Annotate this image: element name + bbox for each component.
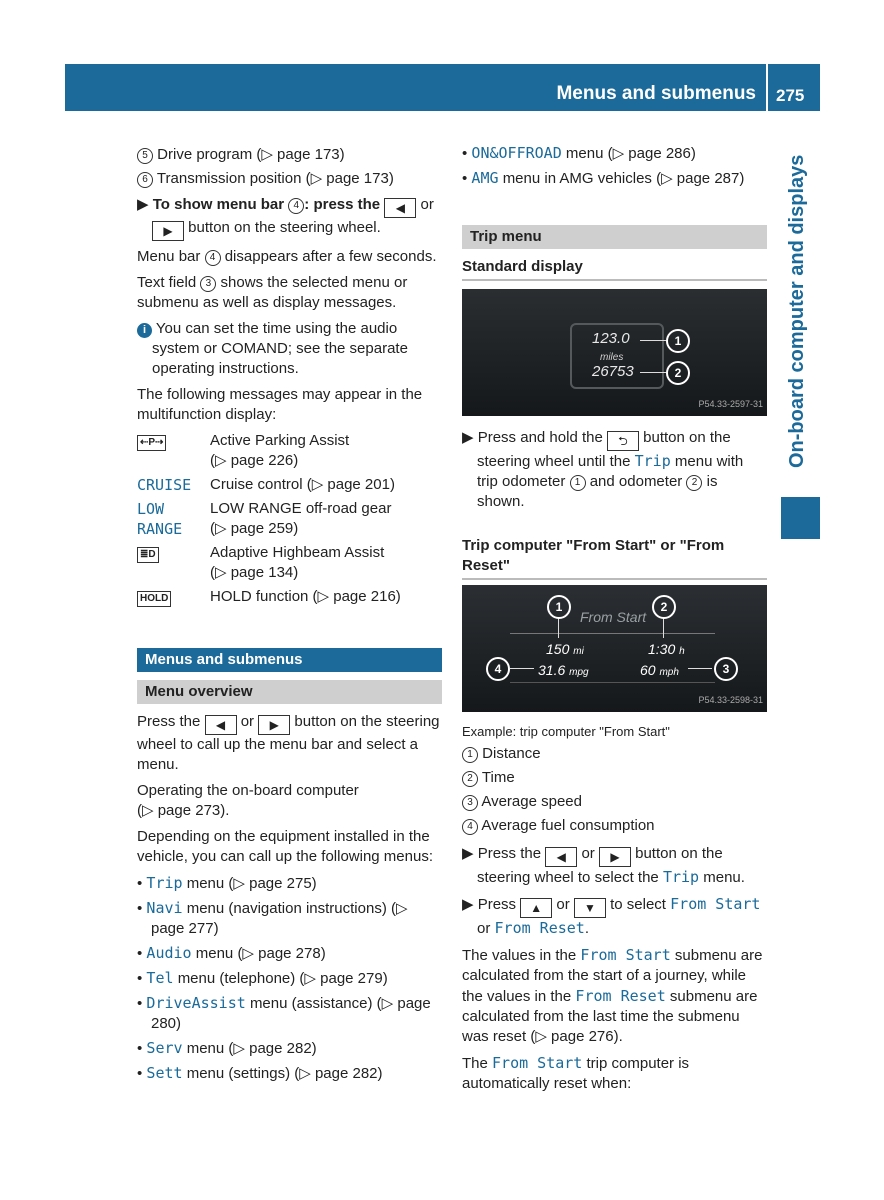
instruction-step [137,195,442,241]
step-arrow-icon: ▶ [462,896,474,913]
paragraph-text: Operating the on-board computer [137,782,359,799]
hold-icon: HOLD [137,587,210,607]
step-bold-label: To show menu bar [152,196,285,213]
highbeam-assist-icon: ≣D [137,543,210,583]
message-text: HOLD function (▷ page 216) [210,588,401,605]
paragraph [462,1053,767,1094]
callout-line [640,372,667,373]
callout-number: 4 [486,657,510,681]
paragraph-text: trip computer is automatically reset when: [462,1055,690,1092]
list-item: • AMG menu in AMG vehicles (▷ page 287) [462,169,745,187]
paragraph-text: Text field [137,274,197,291]
callout-number: 4 [288,198,304,214]
menu-name: Navi [146,899,183,917]
right-arrow-key-icon: ▶ [258,715,290,735]
instruction-step [462,894,767,939]
menu-name: DriveAssist [146,994,246,1012]
menu-name: Serv [146,1039,183,1057]
right-column-lower [462,722,767,1100]
step-text: . [584,920,589,937]
legend-item [462,792,767,812]
message-row [137,499,442,539]
step-text: or [581,845,595,862]
callout-line [558,618,559,638]
page-header [65,64,820,111]
callout-number: 1 [547,595,571,619]
message-text: Active Parking Assist [210,432,350,449]
callout-number: 4 [462,819,478,835]
cruise-symbol: CRUISE [137,476,192,494]
list-item-text: menu (▷ page 275) [186,875,317,892]
callout-number: 3 [462,795,478,811]
menu-name: Tel [146,969,174,987]
callout-number: 4 [205,250,221,266]
message-row [137,587,442,607]
legend-item [462,744,767,764]
callout-number: 2 [462,771,478,787]
image-code: P54.33-2597-31 [698,399,763,409]
menu-list [137,873,442,1084]
right-column [462,143,767,281]
callout-number: 2 [652,595,676,619]
callout-number: 5 [137,148,153,164]
figure-caption: Example: trip computer "From Start" [462,724,670,739]
subsection-heading: Menu overview [137,680,442,704]
trip-odometer-value: 123.0 [592,330,630,347]
step-text: or [477,920,491,937]
callout-number: 2 [686,475,702,491]
paragraph-text: shows the selected menu or submenu as well as display messages. [137,274,408,311]
list-item-text: Drive program (▷ page 173) [157,146,345,163]
paragraph-text: Press the [137,713,201,730]
step-text: Press the [477,845,542,862]
distance-value: 150 mi [546,641,584,657]
list-item-text: menu (▷ page 278) [195,945,326,962]
list-item: • Serv menu (▷ page 282) [137,1039,317,1057]
message-row [137,431,442,471]
left-column-lower [137,648,442,1088]
paragraph-text: button on the steering wheel to call up the menu bar and select a menu. [137,713,440,773]
step-text: : press the [304,196,381,213]
paragraph: Depending on the equipment installed in the vehicle, you can call up the following menus: [137,828,434,865]
distance-unit: miles [600,352,624,363]
header-title: Menus and submenus [556,83,756,104]
section-heading: Menus and submenus [137,648,442,672]
low-range-symbol: LOW RANGE [137,500,183,538]
message-ref: (▷ page 226) [210,452,299,469]
left-arrow-key-icon: ◀ [545,847,577,867]
info-note [137,319,442,379]
message-row [137,543,442,583]
odometer-value: 26753 [592,363,634,380]
list-item-text: Transmission position (▷ page 173) [156,170,394,187]
list-item: • Tel menu (telephone) (▷ page 279) [137,969,388,987]
paragraph [137,247,442,267]
step-text: is shown. [477,473,718,510]
step-text: button on the steering wheel to select the [477,845,723,886]
side-chapter-tab [781,497,820,539]
menu-name: Trip [634,452,671,470]
right-column-middle [462,428,767,580]
message-text: Cruise control (▷ page 201) [210,476,395,493]
paragraph-text: (▷ page 273). [137,802,230,819]
subsection-heading: Trip computer "From Start" or "From Reset" [462,536,767,580]
paragraph-text: or [240,713,255,730]
info-icon: i [137,323,152,338]
paragraph-text: Menu bar [137,248,201,265]
display-rule [510,633,715,634]
time-value: 1:30 h [648,641,685,657]
list-item-text: menu (settings) (▷ page 282) [186,1065,383,1082]
list-item-text: menu in AMG vehicles (▷ page 287) [502,170,745,187]
step-text: menu with trip odometer [477,453,744,490]
left-arrow-key-icon: ◀ [384,198,416,218]
callout-number: 6 [137,172,153,188]
back-key-icon: ⮌ [607,431,639,451]
page-number: 275 [776,86,805,105]
speed-value: 60 mph [640,662,679,678]
left-column [137,145,442,611]
list-item: • ON&OFFROAD menu (▷ page 286) [462,144,696,162]
list-item: • DriveAssist menu (assistance) (▷ page 280) [137,994,431,1032]
legend-text: Distance [482,745,541,762]
display-title: From Start [580,609,647,625]
step-text: or [420,196,434,213]
paragraph-text: submenu are calculated from the start of a journey, while the values in the [462,947,763,1005]
message-text: Adaptive Highbeam Assist [210,544,385,561]
image-code: P54.33-2598-31 [698,695,763,705]
down-arrow-key-icon: ▼ [574,898,606,918]
message-text: LOW RANGE off-road gear [210,500,392,517]
standard-display-image [462,289,767,416]
legend-text: Average speed [481,793,582,810]
list-item: • Navi menu (navigation instructions) (▷ page 277) [137,899,408,937]
list-item: • Trip menu (▷ page 275) [137,874,317,892]
list-item [137,169,442,189]
subsection-heading: Standard display [462,257,767,281]
menu-name: AMG [471,169,499,187]
list-item [137,145,442,165]
callout-line [510,668,534,669]
right-arrow-key-icon: ▶ [599,847,631,867]
submenu-name: From Start [492,1054,583,1072]
section-heading: Trip menu [462,225,767,249]
header-divider [766,64,768,111]
step-text: Press and hold the [477,429,603,446]
paragraph-text: The [462,1055,488,1072]
menu-name: Trip [146,874,183,892]
step-arrow-icon: ▶ [462,429,474,446]
list-item-text: menu (▷ page 282) [186,1040,317,1057]
list-item: • Sett menu (settings) (▷ page 282) [137,1064,383,1082]
callout-number: 1 [462,747,478,763]
submenu-name: From Reset [494,919,585,937]
display-rule [510,682,715,683]
callout-number: 2 [666,361,690,385]
info-text: You can set the time using the audio system or COMAND; see the separate operating instructions. [152,320,408,377]
list-item-text: menu (▷ page 286) [565,145,696,162]
submenu-name: From Start [580,946,671,964]
message-row [137,475,442,495]
legend-text: Time [481,769,515,786]
callout-line [663,618,664,638]
submenu-name: From Reset [575,987,666,1005]
instruction-step [462,844,767,888]
legend-item [462,768,767,788]
left-arrow-key-icon: ◀ [205,715,237,735]
fuel-value: 31.6 mpg [538,662,589,678]
step-text: to select [610,896,666,913]
step-text: button on the steering wheel. [188,219,381,236]
menu-name: Trip [662,868,700,886]
step-text: and odometer [589,473,683,490]
callout-number: 1 [666,329,690,353]
paragraph-text: disappears after a few seconds. [224,248,437,265]
paragraph-text: submenu are calculated from the last time the submenu was reset (▷ page 276). [462,988,758,1045]
legend-item [462,816,767,836]
list-item: • Audio menu (▷ page 278) [137,944,326,962]
list-item-text: menu (telephone) (▷ page 279) [177,970,388,987]
legend-text: Average fuel consumption [481,817,655,834]
paragraph [462,945,767,1047]
menu-name: ON&OFFROAD [471,144,562,162]
trip-computer-display-image [462,585,767,712]
callout-line [688,668,712,669]
step-arrow-icon: ▶ [462,845,474,862]
side-chapter-title: On-board computer and displays [786,155,808,469]
menu-name: Audio [146,944,192,962]
right-arrow-key-icon: ▶ [152,221,184,241]
menu-name: Sett [146,1064,183,1082]
step-text: menu. [703,869,745,886]
up-arrow-key-icon: ▲ [520,898,552,918]
submenu-name: From Start [670,895,761,913]
callout-line [640,340,667,341]
paragraph [137,273,442,313]
messages-intro: The following messages may appear in the multifunction display: [137,386,423,423]
list-item-text: menu (navigation instructions) (▷ page 277) [151,900,408,937]
callout-number: 3 [200,276,216,292]
message-ref: (▷ page 259) [210,520,299,537]
list-item-text: menu (assistance) (▷ page 280) [151,995,431,1032]
instruction-step [462,428,767,512]
paragraph [137,781,442,821]
step-text: Press [477,896,517,913]
callout-number: 1 [570,475,586,491]
step-text: button on the steering wheel until the [477,429,731,470]
paragraph-text: The values in the [462,947,577,964]
parking-assist-icon: ⇠P⇢ [137,431,210,471]
callout-number: 3 [714,657,738,681]
step-arrow-icon: ▶ [137,196,149,213]
step-text: or [556,896,570,913]
message-ref: (▷ page 134) [210,564,299,581]
paragraph [137,712,442,775]
